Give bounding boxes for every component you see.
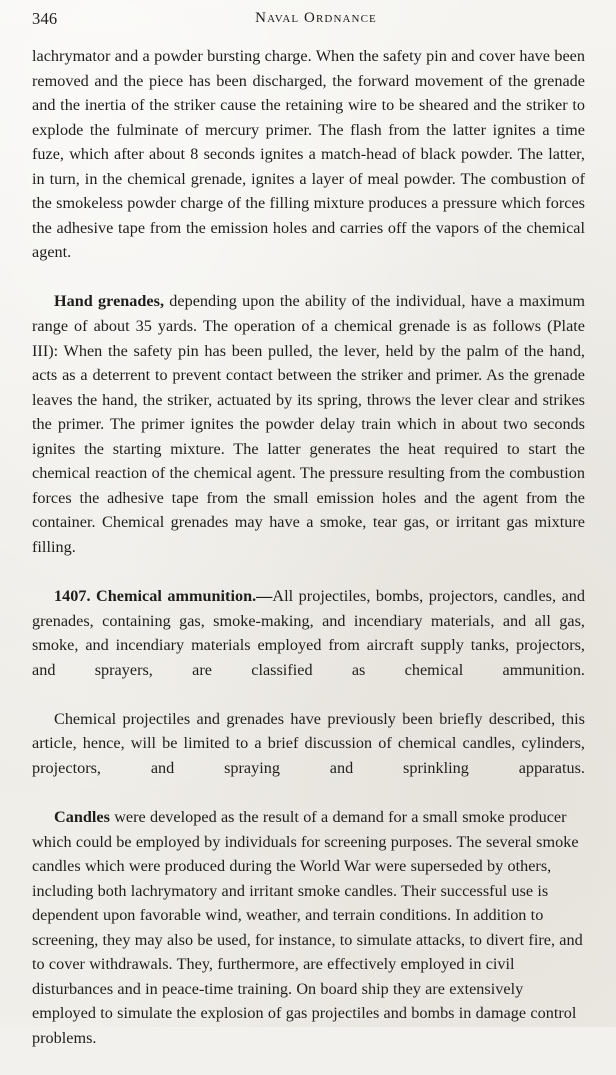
paragraph-lachrymator (32, 44, 585, 289)
paragraph-body: All projectiles, bombs, projectors, candles, and grenades, containing gas, smoke-making, and incendiary materials, and all gas, smoke, and incendiary materials employed from aircraft supply tanks, projectors, and sprayers, are classified as chemical ammunition. (32, 587, 585, 679)
running-head-title: Naval Ordnance (255, 10, 377, 26)
paragraph-body: lachrymator and a powder bursting charge. When the safety pin and cover have been removed and the piece has been discharged, the forward movement of the grenade and the inertia of the striker cause the retaining wire to be sheared and the striker to explode the fulminate of mercury primer. The flash from the latter ignites a time fuze, which after about 8 seconds ignites a match-head of black powder. The latter, in turn, in the chemical grenade, ignites a layer of meal powder. The combustion of the smokeless powder charge of the filling mixture produces a pressure which forces the adhesive tape from the emission holes and carries off the vapors of the chemical agent. (32, 47, 585, 262)
body-text-column (32, 44, 585, 1075)
paragraph-body: Chemical projectiles and grenades have previously been briefly described, this article, hence, will be limited to a brief discussion of chemical candles, cylinders, projectors, and spraying and sprinkling apparatus. (32, 709, 585, 777)
paragraph-lead-in: Hand grenades, (54, 292, 165, 311)
paragraph-candles (32, 805, 585, 1075)
paragraph-chemical-projectiles (32, 707, 585, 805)
paragraph-lead-in: Candles (54, 807, 110, 826)
article-heading-lead-in: 1407. Chemical ammunition.— (54, 587, 273, 606)
page-number: 346 (32, 9, 58, 28)
paragraph-body: depending upon the ability of the individual, have a maximum range of about 35 yards. The operation of a chemical grenade is as follows (Plate III): When the safety pin has been pulled, the lever, held by the palm of the hand, acts as a deterrent to prevent contact between the striker and primer. As the grenade leaves the hand, the striker, actuated by its spring, throws the lever clear and strikes the primer. The primer ignites the powder delay train which in about two seconds ignites the starting mixture. The latter generates the heat required to start the chemical reaction of the chemical agent. The pressure resulting from the combustion forces the adhesive tape from the small emission holes and the agent from the container. Chemical grenades may have a smoke, tear gas, or irritant gas mixture filling. (32, 292, 585, 556)
paragraph-hand-grenades (32, 289, 585, 584)
paragraph-article-1407 (32, 584, 585, 707)
running-head (0, 0, 616, 30)
paragraph-body: were developed as the result of a demand for a small smoke producer which could be employed by individuals for screening purposes. The several smoke candles which were produced during the World War were superseded by others, including both lachrymatory and irritant smoke candles. Their successful use is dependent upon favorable wind, weather, and terrain conditions. In addition to screening, they may also be used, for instance, to simulate attacks, to divert fire, and to cover withdrawals. They, furthermore, are effectively employed in civil disturbances and in peace-time training. On board ship they are extensively employed to simulate the explosion of gas projectiles and bombs in damage control problems. (32, 807, 583, 1047)
